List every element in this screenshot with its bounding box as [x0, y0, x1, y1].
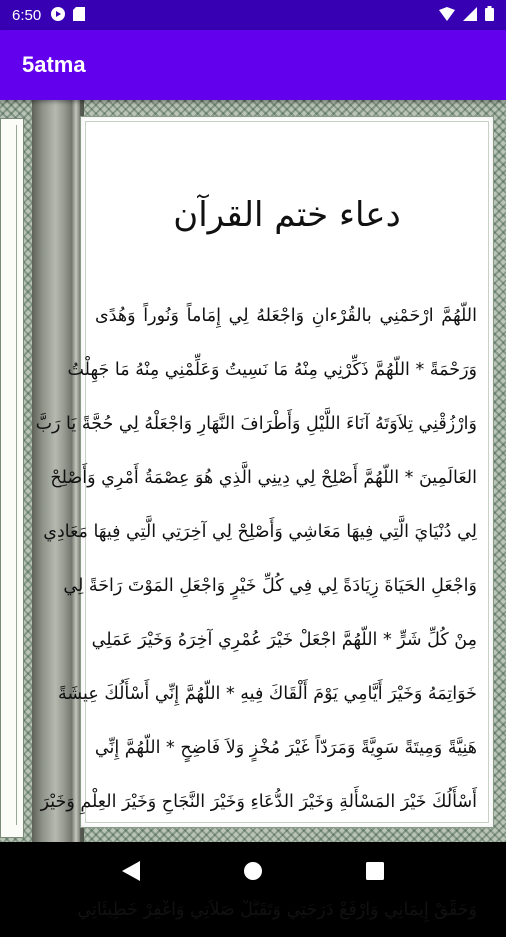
navigation-bar	[0, 842, 506, 900]
recents-button[interactable]	[355, 851, 395, 891]
left-page-edge	[0, 118, 24, 838]
dua-line: لِي دُنْيَايَ الَّتِي فِيهَا مَعَاشِي وَأَصْلِحْ لِي آخِرَتِي الَّتِي فِيهَا مَعَادِي	[43, 522, 477, 542]
status-time: 6:50	[12, 6, 42, 24]
dua-line: خَوَاتِمَهُ وَخَيْرَ أَيَّامِي يَوْمَ أَلْقَاكَ فِيهِ * اللّهُمَّ إِنِّي أَسْأَلُكَ عِيشَةً	[58, 684, 477, 704]
back-button[interactable]	[111, 851, 151, 891]
dua-line: وَاجْعَلِ الحَيَاةَ زِيَادَةً لِي فِي كُلِّ خَيْرٍ وَاجْعَلِ المَوْتَ رَاحَةً لِي	[63, 576, 477, 596]
dua-text	[35, 289, 477, 937]
play-protect-icon	[51, 6, 65, 25]
dua-line: وَرَحْمَةً * اللّهُمَّ ذَكِّرْنِي مِنْهُ مَا نَسِيتُ وَعَلِّمْنِي مِنْهُ مَا جَهِلْتُ	[67, 360, 477, 380]
signal-icon	[463, 6, 477, 25]
home-button[interactable]	[233, 851, 273, 891]
wifi-icon	[439, 6, 455, 25]
left-page-border	[5, 125, 17, 825]
dua-line: وَارْزُقْنِي تِلاَوَتَهُ آنَاءَ اللَّيْلِ وَأَطْرَافَ النَّهَارِ وَاجْعَلْهُ لِي حُجَّةً يَا رَبَّ	[35, 414, 477, 434]
dua-title: دعاء ختم القرآن	[173, 195, 401, 235]
status-bar	[0, 0, 506, 30]
battery-icon	[485, 6, 494, 25]
sd-card-icon	[73, 6, 85, 25]
book-viewer[interactable]	[0, 100, 506, 920]
dua-line: وَحَقِّقْ إِيمَانِي وَارْفَعْ دَرَجَتِي وَتَقَبَّلْ صَلاَتِي وَاغْفِرْ خَطِيئَاتِي	[77, 900, 477, 920]
home-icon	[243, 861, 263, 881]
dua-line: أَسْأَلُكَ خَيْرَ المَسْأَلةِ وَخَيْرَ الدُّعَاءِ وَخَيْرَ النَّجَاحِ وَخَيْرَ العِلْمِ وَخَيْرَ	[40, 792, 477, 812]
back-icon	[122, 861, 140, 881]
dua-page	[35, 116, 494, 920]
dua-line: اللّهُمَّ ارْحَمْنِي بالقُرْءانِ وَاجْعَلهُ لِي إِمَاماً وَنُوراً وَهُدًى	[95, 306, 477, 326]
dua-line: هَنِيَّةً وَمِيتَةً سَوِيَّةً وَمَرَدّاً غَيْرَ مُخْزٍ وَلاَ فَاضِحٍ * اللّهُمَّ إِنِّي	[94, 738, 477, 758]
app-title: 5atma	[22, 52, 86, 77]
dua-line: مِنْ كُلِّ شَرٍّ * اللّهُمَّ اجْعَلْ خَيْرَ عُمْرِي آخِرَهُ وَخَيْرَ عَمَلِي	[91, 630, 477, 650]
dua-line: العَالَمِينَ * اللّهُمَّ أَصْلِحْ لِي دِينِي الَّذِي هُوَ عِصْمَةُ أَمْرِي وَأَصْلِحْ	[50, 468, 477, 488]
recents-icon	[366, 862, 384, 880]
app-bar	[0, 30, 506, 100]
